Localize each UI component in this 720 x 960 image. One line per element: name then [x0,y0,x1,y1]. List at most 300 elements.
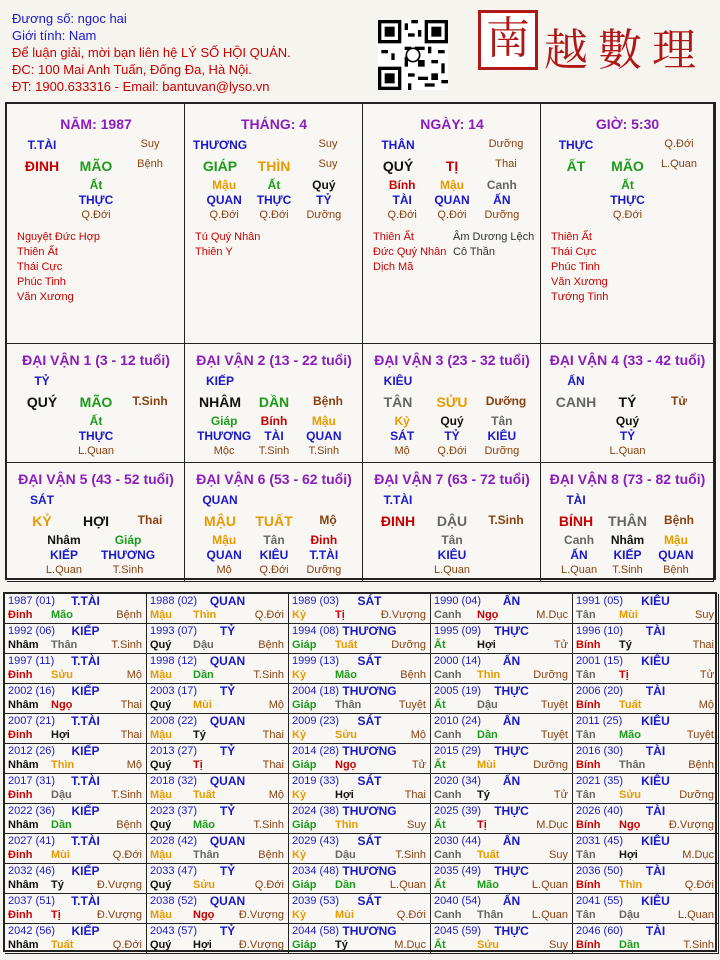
year-can: Mậu [150,729,172,741]
year-can: Kỷ [292,909,307,921]
year-star: THƯƠNG [342,804,397,818]
year-phase: Đ.Vượng [96,909,142,921]
year-phase: L.Quan [531,879,568,891]
year-phase: Tử [699,669,714,681]
year-phase: Thai [262,729,284,741]
pillar-title: THÁNG: 4 [240,116,308,132]
year-chi: Thân [51,639,78,651]
year-can: Bính [576,759,601,771]
dai-van-cell [541,463,714,582]
year-cell [5,714,147,744]
dai-van-star: KIẾP [205,374,234,388]
year-chi: Mão [51,609,73,621]
year-can: Tân [576,669,596,681]
year-can: Nhâm [8,819,39,831]
year-label: 2028 (42) [150,835,198,847]
year-phase: Đ.Vượng [238,909,284,921]
dai-van-hidden-can: Nhâm [610,533,645,547]
year-chi: Sửu [477,939,500,951]
year-cell [5,594,147,624]
year-chi: Dần [477,729,498,741]
year-can: Canh [434,609,462,621]
year-phase: L.Quan [389,879,426,891]
dai-van-hidden-star: ẤN [570,548,588,562]
dai-van-cell [7,344,185,463]
year-cell [5,744,147,774]
dai-van-hidden-can: Ất [89,414,103,428]
phone-email[interactable]: ĐT: 1900.633316 - Email: bantuvan@lyso.vn [12,79,270,94]
dai-van-hidden-phase: L.Quan [45,564,82,576]
year-phase: Tuyệt [540,699,568,711]
pillar-can: GIÁP [202,158,238,174]
year-can: Nhâm [8,879,39,891]
year-phase: Bệnh [258,849,284,861]
special-star: Phúc Tinh [17,276,66,288]
year-label: 1999 (13) [292,655,340,667]
year-label: 2011 (25) [576,715,623,727]
year-cell [431,624,573,654]
year-chi: Dần [335,879,356,891]
dai-van-hidden-star: KIẾP [613,548,642,562]
logo-text: 越數理 [544,25,706,76]
year-cell [431,894,573,924]
year-star: THỰC [494,744,529,758]
year-star: T.TÀI [71,714,100,728]
year-phase: Đ.Vượng [668,819,714,831]
year-star: TỶ [219,804,236,818]
dai-van-hidden-phase: Bệnh [663,564,689,576]
year-can: Canh [434,669,462,681]
year-cell [431,864,573,894]
dai-van-phase: Bệnh [664,513,694,527]
year-phase: Dưỡng [533,669,568,681]
year-phase: Thai [692,639,714,651]
year-chi: Mùi [51,849,70,861]
year-cell [289,624,431,654]
year-can: Tân [576,789,596,801]
year-can: Tân [576,609,596,621]
year-can: Giáp [292,759,317,771]
dai-van-hidden-star: THƯƠNG [197,429,252,443]
year-cell [431,804,573,834]
year-star: TÀI [645,804,666,818]
year-star: KIẾP [71,864,100,878]
year-can: Đinh [8,609,33,621]
pillar-title: NGÀY: 14 [420,116,484,132]
dai-van-hidden-phase: L.Quan [561,564,598,576]
pillar-cell [363,104,541,344]
year-chi: Ngọ [51,699,73,711]
year-label: 2009 (23) [292,715,340,727]
year-phase: Mộ [268,699,284,711]
hidden-star: ẤN [493,193,511,207]
year-star: TỶ [219,624,236,638]
pillar-chi: THÌN [257,158,291,174]
year-label: 1994 (08) [292,625,340,637]
year-label: 2035 (49) [434,865,482,877]
year-chi: Mão [477,879,499,891]
hidden-can: Quý [312,178,336,192]
year-phase: Tử [553,639,568,651]
dai-van-can: TÂN [383,394,413,410]
year-phase: Đ.Vượng [380,609,426,621]
year-cell [573,624,719,654]
dai-van-star: QUAN [202,493,238,507]
hidden-can: Ất [621,178,634,192]
year-label: 2040 (54) [434,895,482,907]
pillar-can-star: THỰC [558,138,594,152]
dai-van-star: TÀI [566,493,586,507]
year-cell [289,834,431,864]
year-cell [573,594,719,624]
year-chi: Sửu [619,789,642,801]
year-label: 2041 (55) [576,895,624,907]
dai-van-hidden-phase: Dưỡng [484,445,520,457]
year-phase: Bệnh [116,609,142,621]
year-chi: Mùi [335,909,354,921]
year-star: KIẾP [71,744,100,758]
dai-van-cell [363,344,541,463]
dai-van-phase: Dưỡng [485,394,527,408]
year-phase: Q.Đới [112,939,142,951]
year-phase: Bệnh [400,669,426,681]
year-phase: Tử [411,759,426,771]
dai-van-hidden-phase: L.Quan [77,445,115,457]
dai-van-title: ĐẠI VẬN 2 (13 - 22 tuổi) [196,352,352,368]
dai-van-hidden-star: KIẾP [49,548,78,562]
hidden-star: THỰC [256,193,292,207]
year-star: THƯƠNG [342,864,397,878]
dai-van-hidden-can: Giáp [114,533,142,547]
year-label: 2001 (15) [576,655,624,667]
pillar-chi-phase: Thai [495,158,517,170]
year-can: Kỷ [292,789,307,801]
year-star: QUAN [209,834,246,848]
dai-van-hidden-phase: L.Quan [609,445,646,457]
dai-van-hidden-can: Quý [615,414,640,428]
pillar-can-phase: Suy [140,138,160,150]
year-cell [289,774,431,804]
year-label: 2026 (40) [576,805,624,817]
special-star: Nguyệt Đức Hợp [17,231,101,243]
special-star: Tướng Tinh [551,291,609,303]
hidden-star: THỰC [78,193,114,207]
year-cell [431,924,573,954]
year-can: Giáp [292,819,317,831]
logo-seal: 南 [478,10,538,70]
dai-van-star: T.TÀI [383,493,413,507]
year-star: ẤN [502,834,521,848]
dai-van-hidden-star: TÀI [264,429,284,443]
dai-van-hidden-star: QUAN [306,429,342,443]
year-star: TÀI [645,684,666,698]
year-can: Giáp [292,939,317,951]
year-label: 2022 (36) [8,805,56,817]
year-label: 1998 (12) [150,655,198,667]
year-label: 2044 (58) [292,925,340,937]
year-chi: Dậu [335,849,356,861]
year-label: 2021 (35) [576,775,624,787]
year-phase: Đ.Vượng [96,879,142,891]
year-star: TÀI [645,744,666,758]
dai-van-hidden-star: THỰC [78,429,114,443]
year-label: 1991 (05) [576,595,624,607]
year-phase: L.Quan [677,909,714,921]
year-can: Bính [576,879,601,891]
year-label: 2024 (38) [292,805,340,817]
year-star: T.TÀI [71,654,100,668]
dai-van-hidden-can: Canh [564,533,595,547]
year-phase: Mộ [126,669,142,681]
year-label: 2030 (44) [434,835,482,847]
year-label: 2036 (50) [576,865,624,877]
dai-van-cell [363,463,541,582]
year-cell [573,684,719,714]
pillar-chi: MÃO [611,158,644,174]
year-star: ẤN [502,894,521,908]
year-cell [289,804,431,834]
year-star: TỶ [219,744,236,758]
year-can: Bính [576,819,601,831]
year-chi: Mùi [193,699,212,711]
year-chi: Thìn [477,669,501,681]
year-can: Kỷ [292,729,307,741]
pillar-can-phase: Dưỡng [488,138,524,150]
pillar-can-phase: Q.Đới [664,138,694,150]
hidden-star: QUAN [434,193,470,207]
gender: Giới tính: Nam [12,28,97,43]
year-can: Đinh [8,669,33,681]
pillar-cell [185,104,363,344]
special-star: Thiên Ất [373,231,414,243]
year-label: 2004 (18) [292,685,340,697]
special-star: Âm Dương Lệch [453,231,535,243]
hidden-can: Mậu [440,178,464,192]
dai-van-can: NHÂM [199,394,241,410]
year-phase: M.Dục [682,849,714,861]
year-chi: Dậu [193,639,214,651]
year-chi: Dậu [51,789,72,801]
year-cell [573,924,719,954]
year-star: KIÊU [641,774,670,788]
year-chi: Tuất [619,699,642,711]
year-cell [147,714,289,744]
hidden-phase: Dưỡng [306,209,342,221]
year-can: Đinh [8,789,33,801]
year-cell [431,594,573,624]
year-label: 2029 (43) [292,835,340,847]
contact-note: Để luận giải, mời bạn liên hệ LÝ SỐ HỘI QUÁN. [12,45,291,60]
year-can: Quý [150,699,172,711]
special-star: Thiên Ất [17,246,58,258]
chart-grid [5,102,716,580]
year-can: Nhâm [8,639,39,651]
year-star: SÁT [357,834,382,848]
year-cell [431,654,573,684]
year-cell [573,894,719,924]
hidden-star: TÀI [392,193,412,207]
year-cell [431,834,573,864]
year-label: 2034 (48) [292,865,340,877]
dai-van-hidden-phase: Mộ [216,564,232,576]
year-cell [431,774,573,804]
year-phase: Suy [407,819,426,831]
year-phase: T.Sinh [111,639,142,651]
pillar-chi: TỊ [445,158,459,174]
year-cell [573,654,719,684]
year-chi: Tý [335,939,348,951]
pillar-can: ẤT [566,158,586,174]
dai-van-hidden-can: Bính [260,414,288,428]
year-phase: Mộ [698,699,714,711]
year-can: Quý [150,819,172,831]
year-label: 1992 (06) [8,625,56,637]
qr-code-icon [378,20,448,90]
year-star: T.TÀI [71,834,100,848]
year-cell [147,864,289,894]
year-star: TÀI [645,624,666,638]
year-can: Mậu [150,669,172,681]
dai-van-phase: T.Sinh [132,394,168,408]
year-star: TÀI [645,864,666,878]
year-star: KIẾP [71,624,100,638]
dai-van-hidden-star: TỶ [619,429,636,443]
dai-van-hidden-can: Đinh [310,533,338,547]
year-star: THỰC [494,924,529,938]
dai-van-hidden-star: KIÊU [259,548,289,562]
year-star: ẤN [502,594,521,608]
hidden-star: QUAN [206,193,242,207]
year-can: Tân [576,909,596,921]
year-chi: Tuất [477,849,500,861]
year-phase: Bệnh [258,639,284,651]
year-cell [147,744,289,774]
year-chi: Hợi [193,939,212,951]
year-chi: Tị [619,669,629,681]
year-cell [573,714,719,744]
dai-van-hidden-can: Nhâm [47,533,81,547]
year-cell [147,774,289,804]
year-star: ẤN [502,654,521,668]
year-can: Canh [434,729,462,741]
year-star: KIẾP [71,684,100,698]
year-label: 2033 (47) [150,865,198,877]
special-star: Thiên Ất [551,231,592,243]
year-label: 2025 (39) [434,805,482,817]
year-star: THỰC [494,684,529,698]
year-label: 2037 (51) [8,895,56,907]
dai-van-phase: Thai [137,513,163,527]
year-can: Giáp [292,699,317,711]
dai-van-hidden-phase: T.Sinh [258,445,290,457]
year-label: 2018 (32) [150,775,198,787]
dai-van-title: ĐẠI VẬN 6 (53 - 62 tuổi) [196,471,352,487]
pillar-title: GIỜ: 5:30 [595,116,660,132]
dai-van-phase: T.Sinh [488,513,524,527]
year-label: 2008 (22) [150,715,198,727]
year-star: KIÊU [641,714,670,728]
hidden-can: Ất [267,178,281,192]
year-can: Canh [434,849,462,861]
year-cell [5,804,147,834]
hidden-phase: Q.Đới [81,209,111,221]
year-star: THƯƠNG [342,924,397,938]
year-label: 1997 (11) [8,655,55,667]
year-phase: Mộ [410,729,426,741]
special-star: Cô Thần [453,246,495,258]
year-phase: Bệnh [116,819,142,831]
dai-van-cell [7,463,185,582]
dai-van-hidden-can: Mậu [212,533,237,547]
year-label: 2000 (14) [434,655,482,667]
year-chi: Ngọ [193,909,215,921]
year-chi: Tuất [335,639,358,651]
year-star: THỰC [494,624,529,638]
year-cell [147,834,289,864]
dai-van-hidden-star: T.TÀI [309,548,339,562]
hidden-star: TỶ [316,193,332,207]
dai-van-can: KỶ [32,513,52,529]
year-phase: Suy [549,849,568,861]
hidden-can: Mậu [212,178,237,192]
year-chi: Dần [51,819,72,831]
year-phase: Tuyệt [398,699,426,711]
year-label: 2005 (19) [434,685,482,697]
year-cell [289,654,431,684]
year-star: ẤN [502,774,521,788]
year-star: TỶ [219,684,236,698]
year-star: SÁT [357,894,382,908]
year-phase: M.Dục [394,939,426,951]
year-chi: Thìn [335,819,359,831]
year-cell [5,624,147,654]
year-chi: Dậu [619,909,640,921]
year-chi: Tị [477,819,487,831]
year-star: QUAN [209,774,246,788]
dai-van-star: SÁT [30,493,54,507]
year-chi: Thìn [193,609,217,621]
pillar-chi-phase: Suy [318,158,338,170]
year-label: 1995 (09) [434,625,482,637]
year-phase: Q.Đới [254,879,284,891]
year-chi: Dần [193,669,214,681]
pillar-can-star: T.TÀI [27,138,57,152]
year-can: Mậu [150,909,172,921]
dai-van-hidden-star: KIÊU [437,548,467,562]
year-can: Ất [434,639,446,651]
dai-van-star: KIÊU [383,374,413,388]
year-can: Nhâm [8,939,39,951]
dai-van-hidden-can: Tân [263,533,285,547]
year-cell [431,684,573,714]
pillar-cell [541,104,714,344]
dai-van-hidden-can: Quý [440,414,464,428]
owner-name: Đương số: ngoc hai [12,11,127,26]
year-phase: Dưỡng [679,789,714,801]
year-phase: Tuyệt [686,729,714,741]
year-phase: Q.Đới [254,609,284,621]
year-label: 2023 (37) [150,805,198,817]
year-star: THƯƠNG [342,744,397,758]
year-cell [147,924,289,954]
year-phase: Dưỡng [533,759,568,771]
dai-van-hidden-can: Giáp [210,414,238,428]
dai-van-hidden-phase: T.Sinh [112,564,144,576]
special-star: Dịch Mã [373,261,414,273]
pillar-can-star: THƯƠNG [192,138,248,152]
hidden-phase: Dưỡng [484,209,520,221]
year-label: 2045 (59) [434,925,482,937]
